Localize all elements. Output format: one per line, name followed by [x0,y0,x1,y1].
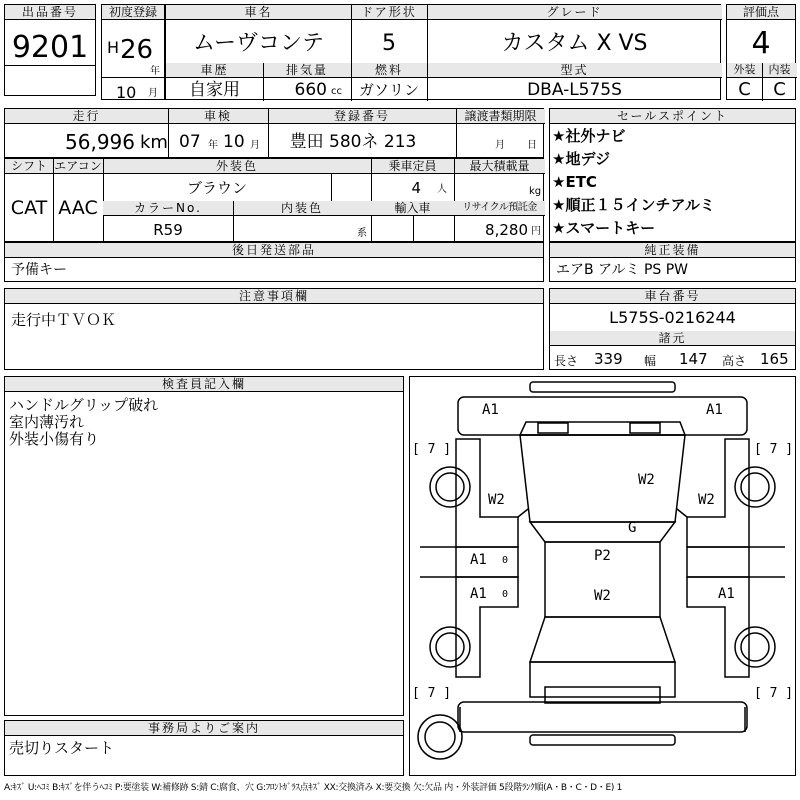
registration-year: 26 [120,35,154,65]
inspector-line: 外装小傷有り [9,430,100,448]
transfer-day-unit: 日 [527,140,537,151]
exterior-color: ブラウン [186,179,247,197]
mileage-row [4,108,544,158]
sales-point-item: ★ETC [552,173,597,191]
capacity-unit: 人 [437,184,447,195]
model-code-label: 型式 [427,63,722,78]
inspector-label: 検査員記入欄 [5,377,403,392]
damage-mark: W2 [594,588,611,604]
office-box [4,720,404,776]
damage-mark: A1 [706,402,723,418]
displacement-unit: cc [331,86,342,97]
grade: カスタム X VS [501,31,648,56]
score-box [726,4,796,100]
damage-mark: W2 [488,492,505,508]
plate-number: 豊田 580ネ 213 [289,132,417,152]
history: 自家用 [189,80,240,100]
sales-point-item: ★地デジ [552,150,611,168]
car-name: ムーヴコンテ [193,31,324,56]
later-parts-label: 後日発送部品 [5,243,543,258]
standard-equipment-box [549,242,796,282]
standard-equipment-label: 純正装備 [550,243,795,258]
mileage-label: 走行 [5,109,168,124]
car-diagram-box [409,376,796,776]
sales-points-label: セールスポイント [550,109,795,124]
legend: A:ｷｽﾞ U:ﾍｺﾐ B:ｷｽﾞを伴うﾍｺﾐ P:要塗装 W:補修跡 S:錆 C:腐食、穴 G:ﾌﾛﾝﾄｶﾞﾗｽ点ｷｽﾞ XX:交換済み X:要交換 欠:欠品 内・外装評価 5段階ﾗﾝｸ順(A・B・C・D・E) 1 [4,783,623,793]
inspector-box [4,376,404,716]
grade-label: グレード [427,5,722,20]
lot-number-box [4,4,96,96]
inspection-year: 07 [179,132,201,152]
diagram-zero: 0 [502,555,509,566]
door-type-label: ドア形状 [351,5,427,20]
exterior-grade-label: 外装 [727,63,762,78]
car-diagram [410,377,795,775]
damage-mark: W2 [638,472,655,488]
length-label: 長さ [554,354,579,368]
lot-number-label: 出品番号 [5,5,95,20]
color-no: R59 [153,221,183,239]
length: 339 [594,350,623,368]
width: 147 [679,350,708,368]
diagram-bracket: [ 7 ] [412,686,452,701]
year-unit: 年 [150,66,160,77]
standard-equipment-text: エアB アルミ PS PW [556,262,689,278]
max-load-label: 最大積載量 [454,159,545,174]
era: H [107,38,120,57]
lot-number: 9201 [11,30,89,65]
diagram-bracket: [ 7 ] [754,686,794,701]
displacement: 660 [294,80,327,100]
shift: CAT [10,197,48,219]
sales-points-box [549,108,796,242]
sales-point-item: ★順正１５インチアルミ [552,196,715,214]
displacement-label: 排気量 [263,63,351,78]
inspection-month: 10 [223,132,245,152]
history-label: 車歴 [166,63,263,78]
damage-mark: G [628,520,637,536]
car-name-label: 車名 [166,5,351,20]
office-label: 事務局よりご案内 [5,721,403,736]
sales-point-item: ★スマートキー [552,219,656,237]
first-registration-box [101,4,165,100]
exterior-grade: C [738,79,751,100]
interior-color-label: 内装色 [233,201,371,216]
dimensions-label: 諸元 [550,331,795,346]
transfer-month-unit: 月 [495,140,505,151]
inspector-line: 室内薄汚れ [9,413,85,431]
interior-grade: C [773,79,786,100]
recycle-fee: 8,280 [485,221,528,239]
transfer-deadline-label: 譲渡書類期限 [456,109,545,124]
chassis-number: L575S-0216244 [609,308,736,327]
later-parts-text: 予備キー [11,262,67,278]
ac: AAC [58,197,98,219]
damage-mark: A1 [470,586,487,602]
vehicle-info-box [165,4,721,100]
damage-mark: W2 [698,492,715,508]
recycle-unit: 円 [531,226,541,237]
office-text: 売切りスタート [9,739,115,757]
exterior-color-label: 外装色 [103,159,371,174]
registration-month: 10 [116,83,137,102]
mileage-unit: km [140,132,168,153]
inspection-label: 車検 [168,109,268,124]
diagram-zero: 0 [502,589,509,600]
notes-text: 走行中ＴＶＯＫ [11,311,117,329]
damage-mark: P2 [594,548,611,564]
notes-label: 注意事項欄 [5,289,543,304]
door-count: 5 [382,31,396,56]
inspection-year-unit: 年 [208,140,218,151]
plate-label: 登録番号 [268,109,456,124]
first-registration-label: 初度登録 [102,5,164,20]
capacity-label: 乗車定員 [371,159,454,174]
height-label: 高さ [722,354,747,368]
later-parts-box [4,242,544,282]
shift-label: シフト [5,159,53,174]
month-unit: 月 [148,88,158,99]
notes-box [4,288,544,370]
damage-mark: A1 [482,402,499,418]
max-load-unit: kg [529,186,542,197]
width-label: 幅 [644,354,657,368]
color-no-label: カラーNo. [103,201,233,216]
model-code: DBA-L575S [527,80,622,100]
inspection-month-unit: 月 [250,140,260,151]
diagram-bracket: [ 7 ] [412,442,452,457]
score-label: 評価点 [727,5,795,20]
chassis-box [549,288,796,370]
damage-mark: A1 [718,586,735,602]
chassis-label: 車台番号 [550,289,795,304]
fuel: ガソリン [358,81,419,99]
height: 165 [760,350,789,368]
fuel-label: 燃料 [351,63,427,78]
diagram-bracket: [ 7 ] [754,442,794,457]
spec-row [4,158,544,242]
damage-mark: A1 [470,552,487,568]
ac-label: エアコン [54,159,102,173]
interior-grade-label: 内装 [762,63,797,78]
score: 4 [751,26,771,61]
sales-point-item: ★社外ナビ [552,127,626,145]
mileage: 56,996 [65,130,135,154]
import-label: 輸入車 [371,201,454,216]
capacity: 4 [411,179,421,197]
inspector-line: ハンドルグリップ破れ [9,396,159,414]
recycle-label: リサイクル預託金 [454,201,545,216]
interior-color-unit: 系 [357,228,367,239]
